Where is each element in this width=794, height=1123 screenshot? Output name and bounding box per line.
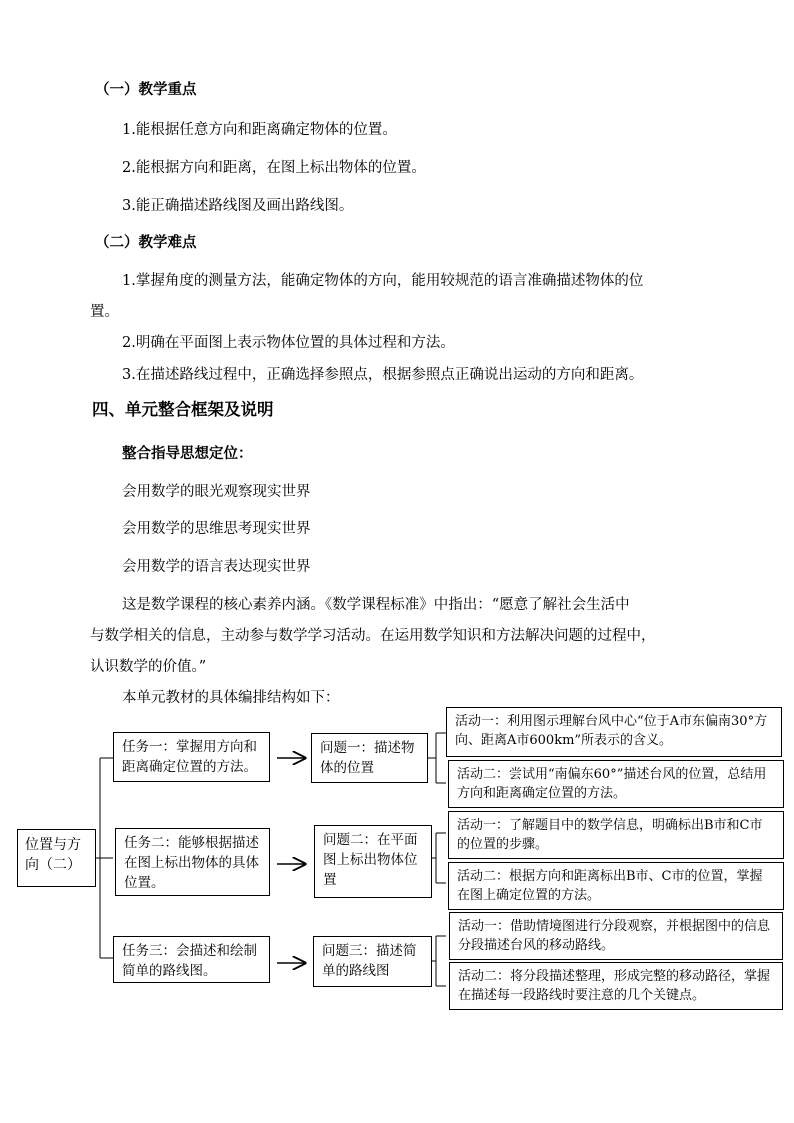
competency-line-1: 会用数学的眼光观察现实世界 <box>122 484 311 500</box>
question-1-label: 问题一：描述物体的位置 <box>320 740 415 776</box>
section-4-subheading: 整合指导思想定位： <box>122 445 253 462</box>
question-3-box <box>313 936 432 987</box>
difficulty-item-1-line-2: 置。 <box>90 304 119 320</box>
focus-item-3: 3.能正确描述路线图及画出路线图。 <box>122 198 354 214</box>
difficulty-item-1-line-1: 1.掌握角度的测量方法，能确定物体的方向，能用较规范的语言准确描述物体的位 <box>122 273 644 289</box>
root-box <box>17 829 96 887</box>
activity-3-2-box <box>449 962 783 1010</box>
difficulty-item-3: 3.在描述路线过程中，正确选择参照点，根据参照点正确说出运动的方向和距离。 <box>122 367 644 383</box>
task-2-label: 任务二：能够根据描述在图上标出物体的具体位置。 <box>124 835 259 891</box>
task-3-label: 任务三：会描述和绘制简单的路线图。 <box>122 943 257 979</box>
task-1-box <box>113 732 270 782</box>
focus-item-1: 1.能根据任意方向和距离确定物体的位置。 <box>122 122 397 138</box>
competency-line-3: 会用数学的语言表达现实世界 <box>122 559 311 575</box>
activity-2-1-box <box>448 811 784 859</box>
question-2-label: 问题二：在平面图上标出物体位置 <box>323 832 418 888</box>
difficulty-heading: （二）教学难点 <box>95 234 197 251</box>
question-3-label: 问题三：描述简单的路线图 <box>322 943 417 979</box>
task-1-label: 任务一：掌握用方向和距离确定位置的方法。 <box>122 739 257 775</box>
structure-intro: 本单元教材的具体编排结构如下： <box>122 690 340 706</box>
activity-1-1-label: 活动一：利用图示理解台风中心“位于A市东偏南30°方向、距离A市600km”所表示的含义。 <box>455 714 768 748</box>
activity-2-1-label: 活动一：了解题目中的数学信息，明确标出B市和C市的位置的步骤。 <box>457 818 763 852</box>
question-1-box <box>311 733 428 783</box>
activity-1-2-box <box>448 760 784 808</box>
paragraph-line-1: 这是数学课程的核心素养内涵。《数学课程标准》中指出：“愿意了解社会生活中 <box>122 597 630 613</box>
activity-2-2-label: 活动二：根据方向和距离标出B市、C市的位置，掌握在图上确定位置的方法。 <box>457 869 763 903</box>
section-4-heading: 四、单元整合框架及说明 <box>92 400 274 419</box>
question-2-box <box>314 825 432 898</box>
difficulty-item-2: 2.明确在平面图上表示物体位置的具体过程和方法。 <box>122 335 455 351</box>
competency-line-2: 会用数学的思维思考现实世界 <box>122 521 311 537</box>
activity-1-2-label: 活动二：尝试用“南偏东60°”描述台风的位置，总结用方向和距离确定位置的方法。 <box>457 767 767 801</box>
focus-item-2: 2.能根据方向和距离，在图上标出物体的位置。 <box>122 160 426 176</box>
paragraph-line-3: 认识数学的价值。” <box>90 659 207 675</box>
activity-3-2-label: 活动二：将分段描述整理，形成完整的移动路径，掌握在描述每一段路线时要注意的几个关键点。 <box>458 969 771 1003</box>
activity-1-1-box <box>446 707 782 757</box>
root-label: 位置与方向（二） <box>25 837 81 873</box>
task-3-box <box>113 936 270 983</box>
task-2-box <box>115 828 270 896</box>
activity-3-1-label: 活动一：借助情境图进行分段观察，并根据图中的信息分段描述台风的移动路线。 <box>458 919 771 953</box>
focus-heading: （一）教学重点 <box>95 81 197 98</box>
activity-2-2-box <box>448 862 784 910</box>
activity-3-1-box <box>449 912 783 960</box>
paragraph-line-2: 与数学相关的信息，主动参与数学学习活动。在运用数学知识和方法解决问题的过程中， <box>90 628 656 644</box>
